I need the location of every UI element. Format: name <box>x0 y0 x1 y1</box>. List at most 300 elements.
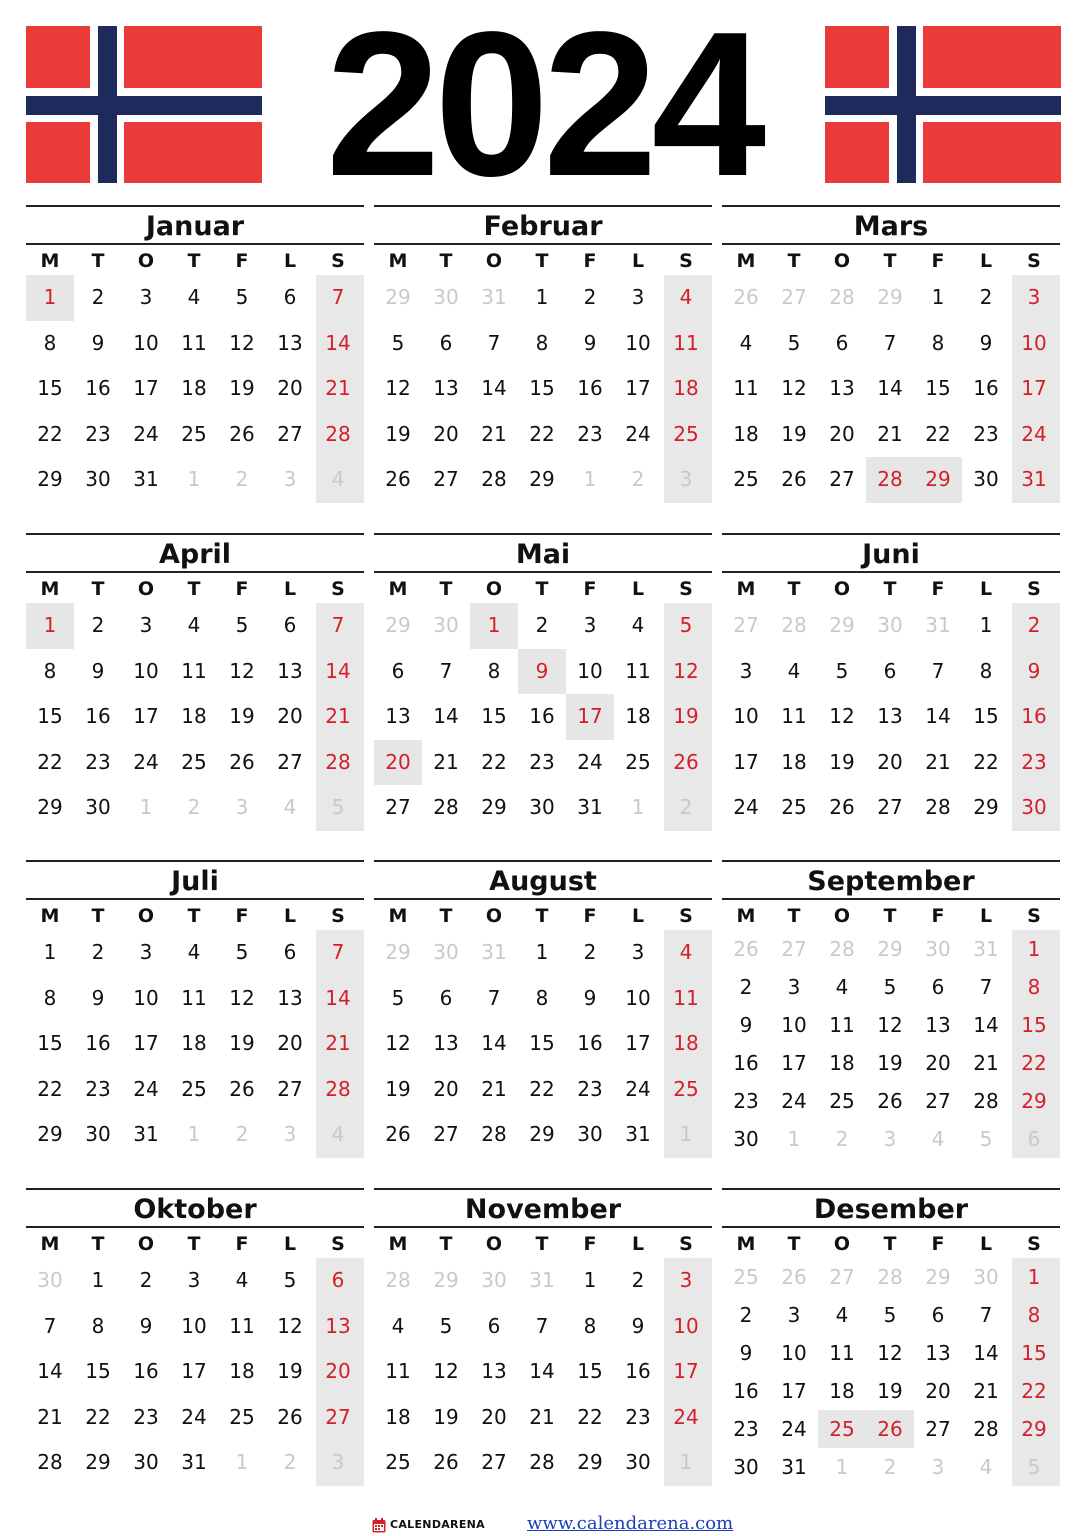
day-cell: 3 <box>631 940 645 964</box>
day-cell: 30 <box>1021 795 1047 820</box>
day-cell: 5 <box>439 1313 453 1338</box>
weekday-header: M <box>388 1233 408 1255</box>
day-cell: 2 <box>631 1268 645 1292</box>
day-cell: 16 <box>973 376 999 401</box>
day-cell: 9 <box>535 658 549 683</box>
day-cell: 20 <box>481 1404 507 1429</box>
month-mars <box>722 205 1060 515</box>
day-cell: 27 <box>925 1417 951 1441</box>
day-cell: 4 <box>739 330 753 355</box>
weekday-header: T <box>91 250 105 272</box>
day-cell: 15 <box>577 1359 603 1384</box>
day-cell: 17 <box>625 1031 651 1056</box>
day-cell: 15 <box>85 1359 111 1384</box>
day-cell-adjacent: 2 <box>283 1450 297 1475</box>
weekday-header: T <box>883 905 897 927</box>
day-cell: 20 <box>877 749 903 774</box>
day-cell: 9 <box>91 658 105 683</box>
day-cell: 22 <box>481 749 507 774</box>
day-cell: 23 <box>1021 749 1047 774</box>
day-cell: 30 <box>85 795 111 820</box>
day-cell: 6 <box>283 613 297 637</box>
weekday-header: T <box>187 1233 201 1255</box>
day-cell: 25 <box>781 795 807 820</box>
day-cell-adjacent: 30 <box>973 1265 999 1289</box>
weekday-header: F <box>931 905 945 927</box>
day-cell: 9 <box>91 330 105 355</box>
day-cell: 2 <box>535 613 549 637</box>
day-cell: 25 <box>829 1417 855 1441</box>
day-cell: 17 <box>733 749 759 774</box>
weekday-header: T <box>883 250 897 272</box>
day-cell: 1 <box>979 613 993 637</box>
day-cell: 26 <box>229 421 255 446</box>
day-cell: 29 <box>1021 1089 1047 1113</box>
weekday-header: M <box>40 250 60 272</box>
month-title: Juni <box>722 533 1060 573</box>
day-cell: 1 <box>583 1268 597 1292</box>
day-cell: 24 <box>625 1076 651 1101</box>
day-cell: 8 <box>931 330 945 355</box>
weekday-header: T <box>535 250 549 272</box>
day-cell: 21 <box>973 1379 999 1403</box>
day-cell: 22 <box>577 1404 603 1429</box>
day-cell: 26 <box>229 1076 255 1101</box>
weekday-header: T <box>187 578 201 600</box>
day-cell: 17 <box>133 1031 159 1056</box>
day-cell: 27 <box>277 421 303 446</box>
weekday-header: S <box>1027 905 1041 927</box>
weekday-header: L <box>631 1233 645 1255</box>
weekday-header: T <box>787 1233 801 1255</box>
day-cell: 21 <box>37 1404 63 1429</box>
day-cell: 24 <box>133 421 159 446</box>
day-cell-adjacent: 3 <box>331 1450 345 1475</box>
weekday-header: T <box>787 578 801 600</box>
day-cell: 21 <box>325 1031 351 1056</box>
day-cell: 27 <box>433 1122 459 1147</box>
day-cell: 14 <box>37 1359 63 1384</box>
day-cell-adjacent: 30 <box>481 1268 507 1292</box>
weekday-header: F <box>931 250 945 272</box>
month-november <box>374 1188 712 1498</box>
day-cell: 5 <box>883 975 897 999</box>
day-cell: 12 <box>673 658 699 683</box>
day-cell: 2 <box>1027 613 1041 637</box>
weekday-header: F <box>235 905 249 927</box>
day-cell: 29 <box>973 795 999 820</box>
weekday-header: O <box>485 250 503 272</box>
day-cell: 27 <box>385 795 411 820</box>
weekday-header: M <box>388 905 408 927</box>
day-cell: 7 <box>487 985 501 1010</box>
day-cell: 25 <box>625 749 651 774</box>
weekday-header: M <box>736 905 756 927</box>
day-cell: 5 <box>883 1303 897 1327</box>
day-cell: 27 <box>481 1450 507 1475</box>
day-cell: 20 <box>277 376 303 401</box>
day-cell: 4 <box>391 1313 405 1338</box>
weekday-header: L <box>631 250 645 272</box>
weekday-header: T <box>883 578 897 600</box>
day-cell: 1 <box>43 285 57 309</box>
day-cell-adjacent: 1 <box>187 467 201 492</box>
day-cell: 12 <box>229 330 255 355</box>
day-cell: 20 <box>925 1051 951 1075</box>
day-cell: 1 <box>1027 937 1041 961</box>
day-cell: 28 <box>37 1450 63 1475</box>
day-cell: 19 <box>673 704 699 729</box>
weekday-header: S <box>1027 578 1041 600</box>
day-cell: 3 <box>139 940 153 964</box>
month-juni <box>722 533 1060 843</box>
day-cell: 6 <box>439 330 453 355</box>
day-cell: 11 <box>181 985 207 1010</box>
calendar-icon <box>372 1518 386 1533</box>
day-cell: 20 <box>385 749 411 774</box>
day-cell: 8 <box>1027 1303 1041 1327</box>
day-cell: 26 <box>781 467 807 492</box>
day-cell: 30 <box>733 1127 759 1151</box>
month-title: August <box>374 860 712 900</box>
day-cell-adjacent: 29 <box>385 285 411 309</box>
day-cell-adjacent: 29 <box>829 613 855 637</box>
website-link[interactable]: www.calendarena.com <box>527 1513 734 1534</box>
day-cell: 19 <box>433 1404 459 1429</box>
weekday-header: L <box>283 578 297 600</box>
day-cell: 1 <box>43 940 57 964</box>
weekday-header: S <box>1027 1233 1041 1255</box>
day-cell: 11 <box>733 376 759 401</box>
day-cell: 31 <box>781 1455 807 1479</box>
day-cell: 2 <box>91 285 105 309</box>
weekday-header: T <box>187 250 201 272</box>
day-cell: 22 <box>529 421 555 446</box>
day-cell: 22 <box>529 1076 555 1101</box>
day-cell: 10 <box>577 658 603 683</box>
weekday-header: F <box>583 905 597 927</box>
day-cell: 8 <box>583 1313 597 1338</box>
day-cell: 13 <box>385 704 411 729</box>
day-cell: 11 <box>829 1013 855 1037</box>
day-cell: 23 <box>577 421 603 446</box>
day-cell: 15 <box>37 1031 63 1056</box>
day-cell-adjacent: 26 <box>781 1265 807 1289</box>
day-cell-adjacent: 1 <box>235 1450 249 1475</box>
day-cell: 9 <box>139 1313 153 1338</box>
weekday-header: M <box>40 905 60 927</box>
day-cell: 2 <box>139 1268 153 1292</box>
day-cell: 1 <box>535 285 549 309</box>
weekday-header: S <box>679 905 693 927</box>
day-cell: 17 <box>133 704 159 729</box>
month-mai <box>374 533 712 843</box>
day-cell: 12 <box>781 376 807 401</box>
day-cell: 3 <box>139 613 153 637</box>
day-cell: 19 <box>229 704 255 729</box>
day-cell: 19 <box>277 1359 303 1384</box>
day-cell: 13 <box>277 658 303 683</box>
day-cell: 19 <box>829 749 855 774</box>
day-cell-adjacent: 3 <box>883 1127 897 1151</box>
day-cell-adjacent: 30 <box>433 940 459 964</box>
norway-flag-icon <box>26 26 262 183</box>
day-cell-adjacent: 1 <box>787 1127 801 1151</box>
day-cell: 12 <box>229 985 255 1010</box>
day-cell: 1 <box>91 1268 105 1292</box>
day-cell: 12 <box>877 1013 903 1037</box>
day-cell: 8 <box>43 985 57 1010</box>
day-cell-adjacent: 2 <box>883 1455 897 1479</box>
month-juli <box>26 860 364 1170</box>
day-cell: 13 <box>877 704 903 729</box>
day-cell: 15 <box>37 376 63 401</box>
day-cell: 7 <box>331 613 345 637</box>
day-cell: 25 <box>229 1404 255 1429</box>
day-cell: 15 <box>973 704 999 729</box>
day-cell: 11 <box>781 704 807 729</box>
day-cell: 9 <box>91 985 105 1010</box>
day-cell: 17 <box>673 1359 699 1384</box>
day-cell: 15 <box>529 376 555 401</box>
weekday-header: L <box>283 250 297 272</box>
day-cell: 23 <box>577 1076 603 1101</box>
month-title: November <box>374 1188 712 1228</box>
day-cell: 17 <box>781 1379 807 1403</box>
day-cell: 23 <box>733 1417 759 1441</box>
day-cell: 9 <box>583 330 597 355</box>
day-cell: 20 <box>829 421 855 446</box>
day-cell: 3 <box>1027 285 1041 309</box>
day-cell-adjacent: 27 <box>829 1265 855 1289</box>
day-cell: 28 <box>481 1122 507 1147</box>
day-cell: 27 <box>877 795 903 820</box>
weekday-header: S <box>679 1233 693 1255</box>
day-cell: 28 <box>529 1450 555 1475</box>
day-cell: 29 <box>85 1450 111 1475</box>
day-cell: 1 <box>487 613 501 637</box>
day-cell: 2 <box>739 975 753 999</box>
day-cell: 4 <box>187 285 201 309</box>
day-cell: 18 <box>673 376 699 401</box>
month-title: April <box>26 533 364 573</box>
day-cell: 23 <box>85 1076 111 1101</box>
day-cell-adjacent: 6 <box>1027 1127 1041 1151</box>
day-cell: 17 <box>1021 376 1047 401</box>
day-cell: 26 <box>877 1417 903 1441</box>
header <box>0 0 1086 219</box>
day-cell: 25 <box>673 1076 699 1101</box>
weekday-header: L <box>979 905 993 927</box>
weekday-header: T <box>883 1233 897 1255</box>
day-cell: 29 <box>37 1122 63 1147</box>
month-title: Februar <box>374 205 712 245</box>
day-cell: 6 <box>283 285 297 309</box>
day-cell-adjacent: 2 <box>235 467 249 492</box>
weekday-header: F <box>931 1233 945 1255</box>
day-cell: 10 <box>673 1313 699 1338</box>
day-cell: 12 <box>433 1359 459 1384</box>
day-cell: 12 <box>385 1031 411 1056</box>
weekday-header: M <box>388 578 408 600</box>
day-cell: 16 <box>85 1031 111 1056</box>
day-cell: 19 <box>229 376 255 401</box>
weekday-header: L <box>979 1233 993 1255</box>
day-cell: 16 <box>733 1379 759 1403</box>
day-cell-adjacent: 5 <box>979 1127 993 1151</box>
day-cell-adjacent: 4 <box>331 467 345 492</box>
day-cell: 16 <box>85 376 111 401</box>
day-cell: 24 <box>1021 421 1047 446</box>
day-cell: 18 <box>229 1359 255 1384</box>
day-cell: 24 <box>133 749 159 774</box>
day-cell-adjacent: 1 <box>583 467 597 492</box>
day-cell: 10 <box>733 704 759 729</box>
month-februar <box>374 205 712 515</box>
day-cell-adjacent: 3 <box>931 1455 945 1479</box>
day-cell-adjacent: 1 <box>679 1450 693 1475</box>
day-cell: 24 <box>781 1089 807 1113</box>
day-cell: 10 <box>133 330 159 355</box>
day-cell: 10 <box>181 1313 207 1338</box>
day-cell: 22 <box>1021 1379 1047 1403</box>
weekday-header: F <box>235 578 249 600</box>
day-cell-adjacent: 4 <box>979 1455 993 1479</box>
day-cell: 16 <box>733 1051 759 1075</box>
weekday-header: T <box>91 578 105 600</box>
day-cell-adjacent: 3 <box>235 795 249 820</box>
day-cell: 17 <box>781 1051 807 1075</box>
weekday-header: M <box>736 578 756 600</box>
day-cell: 19 <box>877 1051 903 1075</box>
day-cell: 26 <box>877 1089 903 1113</box>
day-cell: 21 <box>529 1404 555 1429</box>
day-cell-adjacent: 30 <box>925 937 951 961</box>
day-cell: 7 <box>979 1303 993 1327</box>
day-cell: 8 <box>43 330 57 355</box>
day-cell-adjacent: 27 <box>781 937 807 961</box>
weekday-header: T <box>535 1233 549 1255</box>
day-cell: 13 <box>325 1313 351 1338</box>
day-cell: 7 <box>535 1313 549 1338</box>
day-cell: 30 <box>625 1450 651 1475</box>
day-cell-adjacent: 28 <box>385 1268 411 1292</box>
day-cell: 18 <box>781 749 807 774</box>
day-cell: 6 <box>283 940 297 964</box>
day-cell: 25 <box>181 421 207 446</box>
day-cell: 11 <box>385 1359 411 1384</box>
weekday-header: O <box>485 1233 503 1255</box>
weekday-header: L <box>631 578 645 600</box>
day-cell: 25 <box>181 749 207 774</box>
day-cell-adjacent: 4 <box>283 795 297 820</box>
weekday-header: O <box>833 1233 851 1255</box>
weekday-header: T <box>535 905 549 927</box>
day-cell: 6 <box>931 975 945 999</box>
weekday-header: T <box>91 1233 105 1255</box>
day-cell: 28 <box>325 749 351 774</box>
day-cell: 3 <box>583 613 597 637</box>
weekday-header: T <box>439 1233 453 1255</box>
day-cell: 19 <box>385 421 411 446</box>
weekday-header: M <box>40 578 60 600</box>
day-cell: 31 <box>133 1122 159 1147</box>
day-cell: 8 <box>1027 975 1041 999</box>
day-cell: 8 <box>487 658 501 683</box>
day-cell-adjacent: 29 <box>385 940 411 964</box>
day-cell-adjacent: 2 <box>679 795 693 820</box>
day-cell: 5 <box>283 1268 297 1292</box>
brand-name: CALENDARENA <box>390 1518 485 1531</box>
day-cell: 21 <box>925 749 951 774</box>
day-cell: 9 <box>739 1341 753 1365</box>
day-cell: 13 <box>925 1341 951 1365</box>
day-cell: 15 <box>925 376 951 401</box>
day-cell: 17 <box>181 1359 207 1384</box>
weekday-header: O <box>137 578 155 600</box>
day-cell: 6 <box>331 1268 345 1292</box>
day-cell: 31 <box>625 1122 651 1147</box>
month-title: Mars <box>722 205 1060 245</box>
day-cell: 8 <box>535 330 549 355</box>
day-cell: 31 <box>577 795 603 820</box>
day-cell: 21 <box>325 704 351 729</box>
day-cell: 18 <box>829 1379 855 1403</box>
day-cell: 5 <box>835 658 849 683</box>
day-cell: 13 <box>481 1359 507 1384</box>
month-title: Januar <box>26 205 364 245</box>
day-cell: 24 <box>133 1076 159 1101</box>
weekday-header: T <box>535 578 549 600</box>
day-cell: 2 <box>979 285 993 309</box>
day-cell: 4 <box>235 1268 249 1292</box>
day-cell: 29 <box>925 467 951 492</box>
day-cell: 27 <box>325 1404 351 1429</box>
day-cell: 13 <box>433 376 459 401</box>
day-cell-adjacent: 3 <box>283 467 297 492</box>
weekday-header: O <box>137 250 155 272</box>
day-cell: 22 <box>37 749 63 774</box>
day-cell: 1 <box>931 285 945 309</box>
day-cell-adjacent: 1 <box>679 1122 693 1147</box>
day-cell: 16 <box>529 704 555 729</box>
day-cell: 14 <box>973 1341 999 1365</box>
day-cell: 10 <box>1021 330 1047 355</box>
day-cell: 4 <box>187 613 201 637</box>
weekday-header: T <box>187 905 201 927</box>
day-cell: 21 <box>481 421 507 446</box>
day-cell: 27 <box>433 467 459 492</box>
day-cell-adjacent: 29 <box>877 937 903 961</box>
footer <box>0 1513 1086 1536</box>
day-cell: 3 <box>187 1268 201 1292</box>
month-april <box>26 533 364 843</box>
day-cell: 11 <box>181 330 207 355</box>
day-cell: 20 <box>433 421 459 446</box>
day-cell: 11 <box>673 330 699 355</box>
day-cell: 23 <box>85 421 111 446</box>
day-cell: 1 <box>535 940 549 964</box>
weekday-header: F <box>583 250 597 272</box>
day-cell: 19 <box>385 1076 411 1101</box>
weekday-header: S <box>679 578 693 600</box>
weekday-header: T <box>439 250 453 272</box>
day-cell: 23 <box>85 749 111 774</box>
day-cell: 26 <box>433 1450 459 1475</box>
day-cell: 18 <box>181 704 207 729</box>
weekday-header: M <box>40 1233 60 1255</box>
weekday-header: S <box>331 1233 345 1255</box>
